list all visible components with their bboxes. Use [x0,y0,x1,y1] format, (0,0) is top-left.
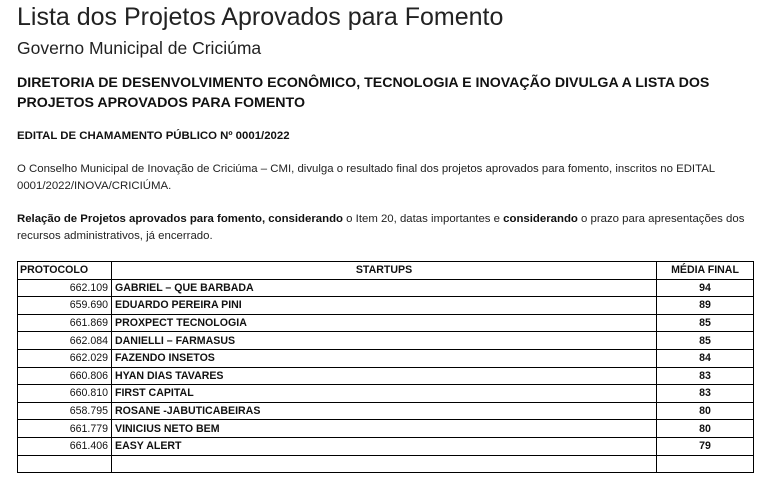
media-final-cell: 94 [657,279,754,297]
media-final-cell: 79 [657,437,754,455]
relation-paragraph [17,211,759,245]
startup-cell: VINICIUS NETO BEM [112,420,657,438]
intro-paragraph: O Conselho Municipal de Inovação de Criciúma – CMI, divulga o resultado final dos projetos aprovados para fomento, inscritos no EDITAL 0001/2022/INOVA/CRICIÚMA. [17,163,715,192]
table-row [18,332,754,350]
startup-cell: GABRIEL – QUE BARBADA [112,279,657,297]
protocolo-cell: 662.084 [18,332,112,350]
media-final-cell [657,455,754,473]
protocolo-cell: 659.690 [18,297,112,315]
protocolo-cell: 660.810 [18,385,112,403]
media-final-cell: 84 [657,349,754,367]
table-row [18,314,754,332]
startup-cell: ROSANE -JABUTICABEIRAS [112,402,657,420]
projects-table [17,261,754,473]
protocolo-cell [18,455,112,473]
table-row [18,349,754,367]
table-header-row [18,262,754,280]
startup-cell: EDUARDO PEREIRA PINI [112,297,657,315]
startup-cell: FIRST CAPITAL [112,385,657,403]
media-final-cell: 89 [657,297,754,315]
table-body [18,279,754,473]
header-media-final: MÉDIA FINAL [657,262,754,280]
startup-cell: PROXPECT TECNOLOGIA [112,314,657,332]
table-row [18,279,754,297]
startup-cell: HYAN DIAS TAVARES [112,367,657,385]
startup-cell: EASY ALERT [112,437,657,455]
table-row [18,455,754,473]
protocolo-cell: 660.806 [18,367,112,385]
protocolo-cell: 658.795 [18,402,112,420]
media-final-cell: 80 [657,420,754,438]
startup-cell [112,455,657,473]
media-final-cell: 83 [657,367,754,385]
table-row [18,402,754,420]
startup-cell: FAZENDO INSETOS [112,349,657,367]
media-final-cell: 80 [657,402,754,420]
protocolo-cell: 661.779 [18,420,112,438]
relation-bold-1: Relação de Projetos aprovados para fomento, considerando [17,213,343,225]
header-startups: STARTUPS [112,262,657,280]
table-row [18,367,754,385]
media-final-cell: 85 [657,314,754,332]
table-row [18,437,754,455]
table-row [18,385,754,403]
relation-bold-2: considerando [503,213,578,225]
table-row [18,297,754,315]
page-subtitle: Governo Municipal de Criciúma [17,38,262,58]
table-row [18,420,754,438]
header-protocolo: PROTOCOLO [18,262,112,280]
edital-label: EDITAL DE CHAMAMENTO PÚBLICO Nº 0001/2022 [17,130,290,142]
relation-text-1: o Item 20, datas importantes e [342,213,504,225]
protocolo-cell: 662.029 [18,349,112,367]
media-final-cell: 85 [657,332,754,350]
startup-cell: DANIELLI – FARMASUS [112,332,657,350]
protocolo-cell: 661.406 [18,437,112,455]
page-title: Lista dos Projetos Aprovados para Fomento [17,3,504,31]
protocolo-cell: 662.109 [18,279,112,297]
protocolo-cell: 661.869 [18,314,112,332]
announcement-heading: DIRETORIA DE DESENVOLVIMENTO ECONÔMICO, TECNOLOGIA E INOVAÇÃO DIVULGA A LISTA DOS PROJETOS APROVADOS PARA FOMENTO [17,75,710,111]
relation-text-2: o prazo para apresentações dos recursos administrativos, já encerrado. [17,213,745,242]
media-final-cell: 83 [657,385,754,403]
